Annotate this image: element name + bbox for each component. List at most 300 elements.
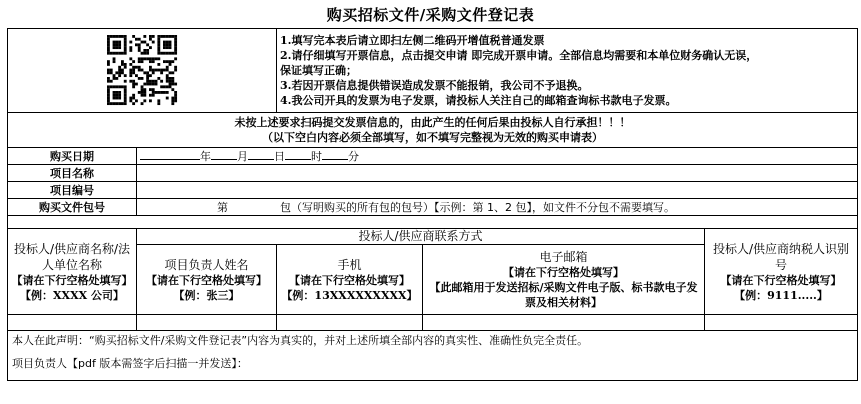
qr-module (152, 91, 155, 94)
qr-module (107, 51, 110, 54)
project-name-row (8, 165, 858, 182)
qr-module (155, 91, 158, 94)
qr-module (135, 74, 138, 77)
qr-module (174, 68, 177, 71)
qr-module (124, 35, 127, 38)
qr-module (138, 37, 141, 40)
qr-module (132, 85, 135, 88)
qr-module (118, 71, 121, 74)
qr-module (152, 40, 155, 43)
qr-module (121, 68, 124, 71)
qr-module (143, 99, 146, 102)
qr-module (143, 91, 146, 94)
qr-module (171, 102, 174, 105)
qr-module (110, 68, 113, 71)
qr-module (166, 40, 169, 43)
qr-module (124, 74, 127, 77)
qr-module (174, 37, 177, 40)
tax-id-note: 【请在下行空格处填写】 (720, 273, 842, 287)
qr-module (143, 93, 146, 96)
qr-module (166, 46, 169, 49)
qr-module (107, 35, 110, 38)
qr-module (138, 46, 141, 49)
qr-module (124, 96, 127, 99)
qr-module (143, 49, 146, 52)
qr-module (124, 99, 127, 102)
qr-module (160, 35, 163, 38)
qr-module (115, 40, 118, 43)
qr-module (149, 93, 152, 96)
qr-module (124, 91, 127, 94)
qr-module (152, 88, 155, 91)
qr-module (157, 35, 160, 38)
warning-line-2: （以下空白内容必须全部填写，如不填写完整视为无效的购买申请表） (262, 131, 603, 144)
project-name-field[interactable] (137, 165, 858, 182)
qr-module (115, 85, 118, 88)
project-number-label: 项目编号 (8, 182, 137, 199)
qr-module (157, 77, 160, 80)
qr-module (169, 46, 172, 49)
qr-module (171, 71, 174, 74)
qr-module (166, 43, 169, 46)
qr-module (124, 43, 127, 46)
qr-module (129, 79, 132, 82)
qr-module (129, 99, 132, 102)
qr-module (113, 51, 116, 54)
email-input[interactable] (423, 315, 705, 331)
qr-module (171, 79, 174, 82)
qr-module (160, 68, 163, 71)
month-label: 月 (237, 150, 248, 163)
project-name-label: 项目名称 (8, 165, 137, 182)
bidder-header-row (8, 229, 858, 245)
qr-module (155, 57, 158, 60)
qr-module (174, 51, 177, 54)
qr-module (149, 88, 152, 91)
unit-name-header (8, 229, 137, 315)
qr-module (169, 82, 172, 85)
qr-module (163, 91, 166, 94)
unit-name-title: 投标人/供应商名称/法人单位名称 (13, 241, 131, 272)
qr-module (113, 46, 116, 49)
qr-module (166, 91, 169, 94)
qr-module (146, 49, 149, 52)
qr-module (107, 99, 110, 102)
qr-module (107, 46, 110, 49)
qr-module (146, 79, 149, 82)
qr-module (155, 82, 158, 85)
qr-module (141, 40, 144, 43)
manager-example: 【例：张三】 (173, 288, 240, 302)
qr-module (174, 93, 177, 96)
qr-module (171, 96, 174, 99)
purchase-date-field[interactable] (137, 148, 858, 165)
manager-input[interactable] (137, 315, 277, 331)
tax-id-example: 【例：9111.....】 (734, 288, 828, 302)
qr-module (169, 40, 172, 43)
phone-title: 手机 (337, 257, 362, 272)
qr-module (135, 82, 138, 85)
qr-module (143, 71, 146, 74)
qr-module (138, 68, 141, 71)
package-blank[interactable] (228, 200, 280, 211)
qr-module (152, 68, 155, 71)
purchase-date-row (8, 148, 858, 165)
qr-module (115, 91, 118, 94)
qr-module (129, 68, 132, 71)
qr-module (132, 96, 135, 99)
package-label: 购买文件包号 (8, 199, 137, 216)
qr-module (107, 40, 110, 43)
qr-module (174, 65, 177, 68)
registration-form-table (7, 28, 858, 381)
qr-module (115, 77, 118, 80)
page-title: 购买招标文件/采购文件登记表 (326, 6, 535, 24)
qr-module (124, 65, 127, 68)
qr-module (166, 85, 169, 88)
qr-module (152, 60, 155, 63)
qr-module (157, 68, 160, 71)
qr-module (124, 51, 127, 54)
qr-module (124, 88, 127, 91)
minute-label: 分 (348, 150, 359, 163)
qr-module (149, 99, 152, 102)
qr-module (107, 68, 110, 71)
qr-module (107, 60, 110, 63)
qr-module (141, 57, 144, 60)
manager-note: 【请在下行空格处填写】 (146, 273, 267, 287)
qr-module (166, 79, 169, 82)
qr-module (171, 60, 174, 63)
qr-module (110, 85, 113, 88)
notice-row (8, 29, 858, 113)
email-example: 【此邮箱用于发送招标/采购文件电子版、标书款电子发票及相关材料】 (429, 281, 698, 309)
qr-module (110, 79, 113, 82)
qr-module (166, 74, 169, 77)
qr-module (121, 85, 124, 88)
qr-module (163, 46, 166, 49)
qr-module (121, 63, 124, 66)
qr-module (163, 43, 166, 46)
qr-module (152, 82, 155, 85)
qr-module (113, 57, 116, 60)
qr-module (138, 49, 141, 52)
qr-module (138, 60, 141, 63)
qr-module (132, 60, 135, 63)
qr-module (135, 43, 138, 46)
qr-module (157, 40, 160, 43)
qr-module (174, 57, 177, 60)
qr-module (115, 96, 118, 99)
warning-row (8, 113, 858, 148)
qr-module (141, 51, 144, 54)
qr-module (152, 57, 155, 60)
qr-module (146, 51, 149, 54)
qr-code-icon[interactable] (96, 34, 188, 106)
qr-module (149, 82, 152, 85)
qr-module (157, 99, 160, 102)
qr-module (132, 35, 135, 38)
qr-module (107, 79, 110, 82)
qr-module (135, 37, 138, 40)
qr-module (163, 40, 166, 43)
qr-module (157, 43, 160, 46)
qr-module (121, 71, 124, 74)
qr-module (138, 57, 141, 60)
qr-module (107, 37, 110, 40)
qr-module (129, 46, 132, 49)
qr-module (171, 77, 174, 80)
declaration-row (8, 331, 858, 381)
qr-module (171, 82, 174, 85)
qr-module (135, 65, 138, 68)
qr-module (169, 71, 172, 74)
notice-item: 1.填写完本表后请立即扫左侧二维码开增值税普通发票 (280, 34, 545, 47)
qr-module (174, 49, 177, 52)
manager-header (137, 245, 277, 315)
qr-module (129, 40, 132, 43)
qr-module (157, 37, 160, 40)
package-field[interactable] (137, 199, 858, 216)
qr-module (113, 40, 116, 43)
qr-module (169, 60, 172, 63)
qr-module (124, 79, 127, 82)
qr-module (115, 93, 118, 96)
qr-module (146, 43, 149, 46)
phone-input[interactable] (277, 315, 423, 331)
qr-module (107, 49, 110, 52)
qr-module (118, 43, 121, 46)
qr-module (149, 68, 152, 71)
qr-module (124, 93, 127, 96)
qr-module (169, 79, 172, 82)
qr-code-cell[interactable] (8, 29, 277, 113)
email-note: 【请在下行空格处填写】 (503, 266, 624, 279)
signature-label: 项目负责人【pdf 版本需签字后扫描一并发送】： (12, 357, 248, 370)
qr-module (174, 40, 177, 43)
unit-name-input[interactable] (8, 315, 137, 331)
qr-module (149, 57, 152, 60)
qr-module (146, 77, 149, 80)
qr-module (113, 85, 116, 88)
qr-module (141, 88, 144, 91)
qr-module (141, 85, 144, 88)
qr-module (174, 99, 177, 102)
qr-module (132, 82, 135, 85)
qr-module (160, 79, 163, 82)
qr-module (118, 51, 121, 54)
qr-module (149, 65, 152, 68)
qr-module (107, 96, 110, 99)
qr-module (174, 91, 177, 94)
qr-module (157, 46, 160, 49)
qr-module (174, 46, 177, 49)
qr-module (149, 46, 152, 49)
qr-module (115, 71, 118, 74)
qr-module (132, 102, 135, 105)
tax-id-input[interactable] (705, 315, 858, 331)
qr-module (107, 93, 110, 96)
year-blank[interactable] (140, 148, 200, 160)
email-header (423, 245, 705, 315)
qr-module (124, 40, 127, 43)
tax-id-header (705, 229, 858, 315)
qr-module (143, 40, 146, 43)
qr-module (129, 63, 132, 66)
qr-module (118, 68, 121, 71)
qr-module (132, 93, 135, 96)
hour-label: 时 (311, 150, 322, 163)
qr-module (141, 91, 144, 94)
qr-module (132, 68, 135, 71)
qr-module (152, 71, 155, 74)
qr-module (149, 60, 152, 63)
qr-module (121, 102, 124, 105)
declaration-cell (8, 331, 858, 381)
qr-module (149, 37, 152, 40)
qr-module (171, 99, 174, 102)
qr-module (169, 77, 172, 80)
qr-module (157, 51, 160, 54)
qr-module (135, 99, 138, 102)
package-hint: 包（写明购买的所有包的包号）【示例：第 1、2 包】，如文件不分包不需要填写。 (280, 200, 675, 214)
qr-module (141, 77, 144, 80)
qr-module (160, 71, 163, 74)
qr-module (166, 35, 169, 38)
qr-module (141, 60, 144, 63)
phone-note: 【请在下行空格处填写】 (289, 273, 410, 287)
warning-text (8, 113, 858, 148)
qr-module (174, 82, 177, 85)
qr-module (129, 96, 132, 99)
unit-name-example: 【例：XXXX 公司】 (20, 288, 124, 302)
hour-blank[interactable] (285, 148, 311, 160)
declaration-statement: 本人在此声明：“购买招标文件/采购文件登记表”内容为真实的，并对上述所填全部内容的真实性、准确性负完全责任。 (12, 334, 589, 347)
qr-module (124, 102, 127, 105)
qr-module (115, 35, 118, 38)
qr-module (118, 35, 121, 38)
qr-module (169, 63, 172, 66)
notice-item: 保证填写正确； (280, 64, 357, 77)
project-number-field[interactable] (137, 182, 858, 199)
qr-module (132, 65, 135, 68)
qr-module (169, 43, 172, 46)
qr-module (169, 85, 172, 88)
qr-module (143, 51, 146, 54)
qr-module (124, 63, 127, 66)
qr-module (174, 96, 177, 99)
day-blank[interactable] (248, 148, 274, 160)
qr-module (121, 60, 124, 63)
qr-module (163, 60, 166, 63)
qr-module (118, 102, 121, 105)
qr-module (110, 51, 113, 54)
qr-module (129, 49, 132, 52)
notice-list (277, 29, 858, 113)
qr-module (124, 46, 127, 49)
qr-module (113, 77, 116, 80)
qr-module (107, 85, 110, 88)
qr-module (113, 91, 116, 94)
qr-module (171, 88, 174, 91)
qr-module (107, 88, 110, 91)
project-number-row (8, 182, 858, 199)
month-blank[interactable] (211, 148, 237, 160)
phone-header (277, 245, 423, 315)
qr-module (138, 91, 141, 94)
purchase-date-label: 购买日期 (8, 148, 137, 165)
qr-module (129, 57, 132, 60)
signature-field[interactable] (12, 351, 853, 377)
qr-module (169, 35, 172, 38)
qr-module (113, 93, 116, 96)
qr-module (113, 102, 116, 105)
qr-module (107, 102, 110, 105)
qr-module (166, 51, 169, 54)
bidder-input-row (8, 315, 858, 331)
qr-module (146, 57, 149, 60)
qr-module (113, 43, 116, 46)
qr-module (143, 82, 146, 85)
qr-module (157, 63, 160, 66)
qr-module (129, 74, 132, 77)
qr-module (115, 51, 118, 54)
spacer-cell (8, 216, 858, 229)
qr-module (171, 51, 174, 54)
qr-module (166, 68, 169, 71)
warning-line-1: 未按上述要求扫码提交发票信息的，由此产生的任何后果由投标人自行承担！！！ (234, 116, 631, 129)
qr-module (107, 71, 110, 74)
qr-module (141, 93, 144, 96)
qr-module (166, 77, 169, 80)
spacer-row (8, 216, 858, 229)
qr-module (113, 74, 116, 77)
qr-module (143, 88, 146, 91)
qr-module (113, 35, 116, 38)
minute-blank[interactable] (322, 148, 348, 160)
qr-module (152, 93, 155, 96)
tax-id-title: 投标人/供应商纳税人识别号 (712, 241, 850, 272)
qr-module (118, 91, 121, 94)
qr-module (146, 82, 149, 85)
qr-module (163, 68, 166, 71)
qr-module (132, 71, 135, 74)
qr-module (115, 102, 118, 105)
qr-module (157, 57, 160, 60)
qr-module (118, 46, 121, 49)
qr-module (163, 35, 166, 38)
qr-module (118, 93, 121, 96)
qr-module (107, 77, 110, 80)
qr-module (107, 63, 110, 66)
qr-module (169, 51, 172, 54)
qr-module (124, 49, 127, 52)
package-row (8, 199, 858, 216)
phone-example: 【例：13XXXXXXXXX】 (281, 288, 418, 302)
qr-module (171, 35, 174, 38)
contact-header: 投标人/供应商联系方式 (137, 229, 705, 245)
qr-module (118, 40, 121, 43)
unit-name-note: 【请在下行空格处填写】 (11, 273, 133, 287)
qr-module (160, 51, 163, 54)
notice-item: 3.若因开票信息提供错误造成发票不能报销，我公司不予退换。 (280, 79, 589, 92)
qr-module (152, 79, 155, 82)
manager-title: 项目负责人姓名 (164, 257, 249, 272)
qr-module (138, 65, 141, 68)
qr-module (107, 91, 110, 94)
qr-module (174, 35, 177, 38)
qr-module (166, 96, 169, 99)
